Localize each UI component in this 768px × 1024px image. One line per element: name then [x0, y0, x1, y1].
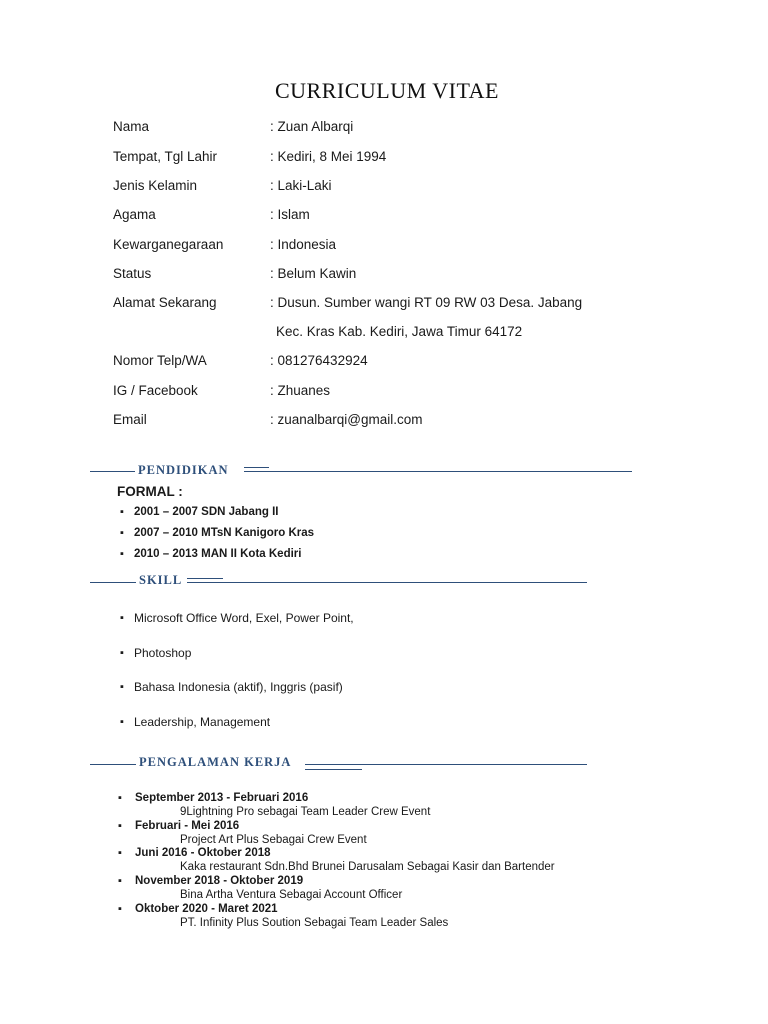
bullet-icon: ▪	[118, 875, 122, 887]
bullet-icon: ▪	[118, 847, 122, 859]
experience-period	[118, 902, 655, 916]
page-title: CURRICULUM VITAE	[274, 78, 499, 103]
list-item	[120, 645, 354, 680]
info-label: Alamat Sekarang	[113, 295, 217, 310]
skill-item: Photoshop	[134, 645, 192, 660]
info-value: : Belum Kawin	[270, 266, 357, 281]
divider	[90, 582, 136, 583]
experience-period	[118, 791, 655, 805]
divider	[187, 582, 587, 583]
divider	[305, 764, 587, 765]
education-item: 2007 – 2010 MTsN Kanigoro Kras	[134, 527, 315, 539]
bullet-icon: ▪	[118, 820, 122, 832]
experience-desc: Project Art Plus Sebagai Crew Event	[180, 834, 367, 846]
info-label: Tempat, Tgl Lahir	[113, 149, 218, 164]
list-item	[120, 504, 314, 525]
list-item	[120, 525, 315, 546]
info-label: Agama	[113, 207, 156, 222]
info-label: IG / Facebook	[113, 383, 198, 398]
info-value: : Laki-Laki	[270, 178, 332, 193]
info-value: : Kediri, 8 Mei 1994	[270, 149, 387, 164]
list-item	[120, 679, 354, 714]
experience-item	[118, 874, 655, 902]
experience-period	[118, 874, 655, 888]
section-title: PENDIDIKAN	[138, 463, 229, 477]
section-title: SKILL	[139, 573, 183, 587]
info-value: : 081276432924	[270, 353, 368, 368]
bullet-icon: ▪	[118, 903, 122, 915]
info-value: : Zhuanes	[270, 383, 331, 398]
formal-label: FORMAL :	[117, 484, 183, 499]
list-item	[120, 714, 354, 749]
bullet-icon: ▪	[120, 506, 124, 518]
info-value: : zuanalbarqi@gmail.com	[270, 412, 423, 427]
experience-item	[118, 846, 655, 874]
skill-item: Microsoft Office Word, Exel, Power Point,	[134, 611, 354, 625]
skill-item: Bahasa Indonesia (aktif), Inggris (pasif)	[134, 680, 343, 694]
section-education-heading	[90, 463, 635, 483]
info-label: Nomor Telp/WA	[113, 353, 207, 368]
bullet-icon: ▪	[120, 681, 124, 693]
bullet-icon: ▪	[120, 527, 124, 539]
divider	[90, 764, 136, 765]
address-continuation: Kec. Kras Kab. Kediri, Jawa Timur 64172	[276, 324, 523, 339]
period-text: Juni 2016 - Oktober 2018	[135, 847, 271, 859]
experience-desc: PT. Infinity Plus Soution Sebagai Team Leader Sales	[180, 917, 449, 929]
divider	[244, 467, 269, 468]
info-label: Kewarganegaraan	[113, 237, 224, 252]
experience-item	[118, 902, 655, 930]
section-experience-heading	[90, 755, 590, 775]
period-text: November 2018 - Oktober 2019	[135, 875, 304, 887]
list-item	[120, 610, 354, 645]
bullet-icon: ▪	[120, 646, 124, 659]
info-label: Jenis Kelamin	[113, 178, 198, 193]
education-list	[120, 504, 315, 567]
list-item	[120, 546, 314, 567]
period-text: September 2013 - Februari 2016	[135, 792, 309, 804]
info-value: : Zuan Albarqi	[270, 119, 354, 134]
experience-period	[118, 846, 655, 860]
education-item: 2010 – 2013 MAN II Kota Kediri	[134, 548, 302, 560]
info-value: : Islam	[270, 207, 310, 222]
info-label: Email	[113, 412, 147, 427]
divider	[244, 471, 632, 472]
experience-item	[118, 819, 655, 847]
bullet-icon: ▪	[120, 612, 124, 624]
experience-desc: 9Lightning Pro sebagai Team Leader Crew Event	[180, 806, 431, 818]
section-skill-heading	[90, 573, 590, 593]
experience-item	[118, 791, 655, 819]
experience-desc: Kaka restaurant Sdn.Bhd Brunei Darusalam Sebagai Kasir dan Bartender	[180, 861, 555, 873]
info-value: : Dusun. Sumber wangi RT 09 RW 03 Desa. Jabang	[270, 295, 583, 310]
period-text: Februari - Mei 2016	[135, 820, 240, 832]
skill-list	[120, 610, 354, 748]
divider	[187, 578, 223, 579]
info-label: Nama	[113, 119, 150, 134]
divider	[305, 769, 362, 770]
info-value: : Indonesia	[270, 237, 337, 252]
bullet-icon: ▪	[118, 792, 122, 804]
bullet-icon: ▪	[120, 715, 124, 728]
education-item: 2001 – 2007 SDN Jabang II	[134, 506, 279, 518]
skill-item: Leadership, Management	[134, 714, 271, 729]
divider	[90, 471, 135, 472]
experience-period	[118, 819, 655, 833]
period-text: Oktober 2020 - Maret 2021	[135, 903, 278, 915]
bullet-icon: ▪	[120, 548, 124, 560]
experience-desc: Bina Artha Ventura Sebagai Account Officer	[180, 889, 403, 901]
info-label: Status	[113, 266, 152, 281]
section-title: PENGALAMAN KERJA	[139, 755, 292, 769]
